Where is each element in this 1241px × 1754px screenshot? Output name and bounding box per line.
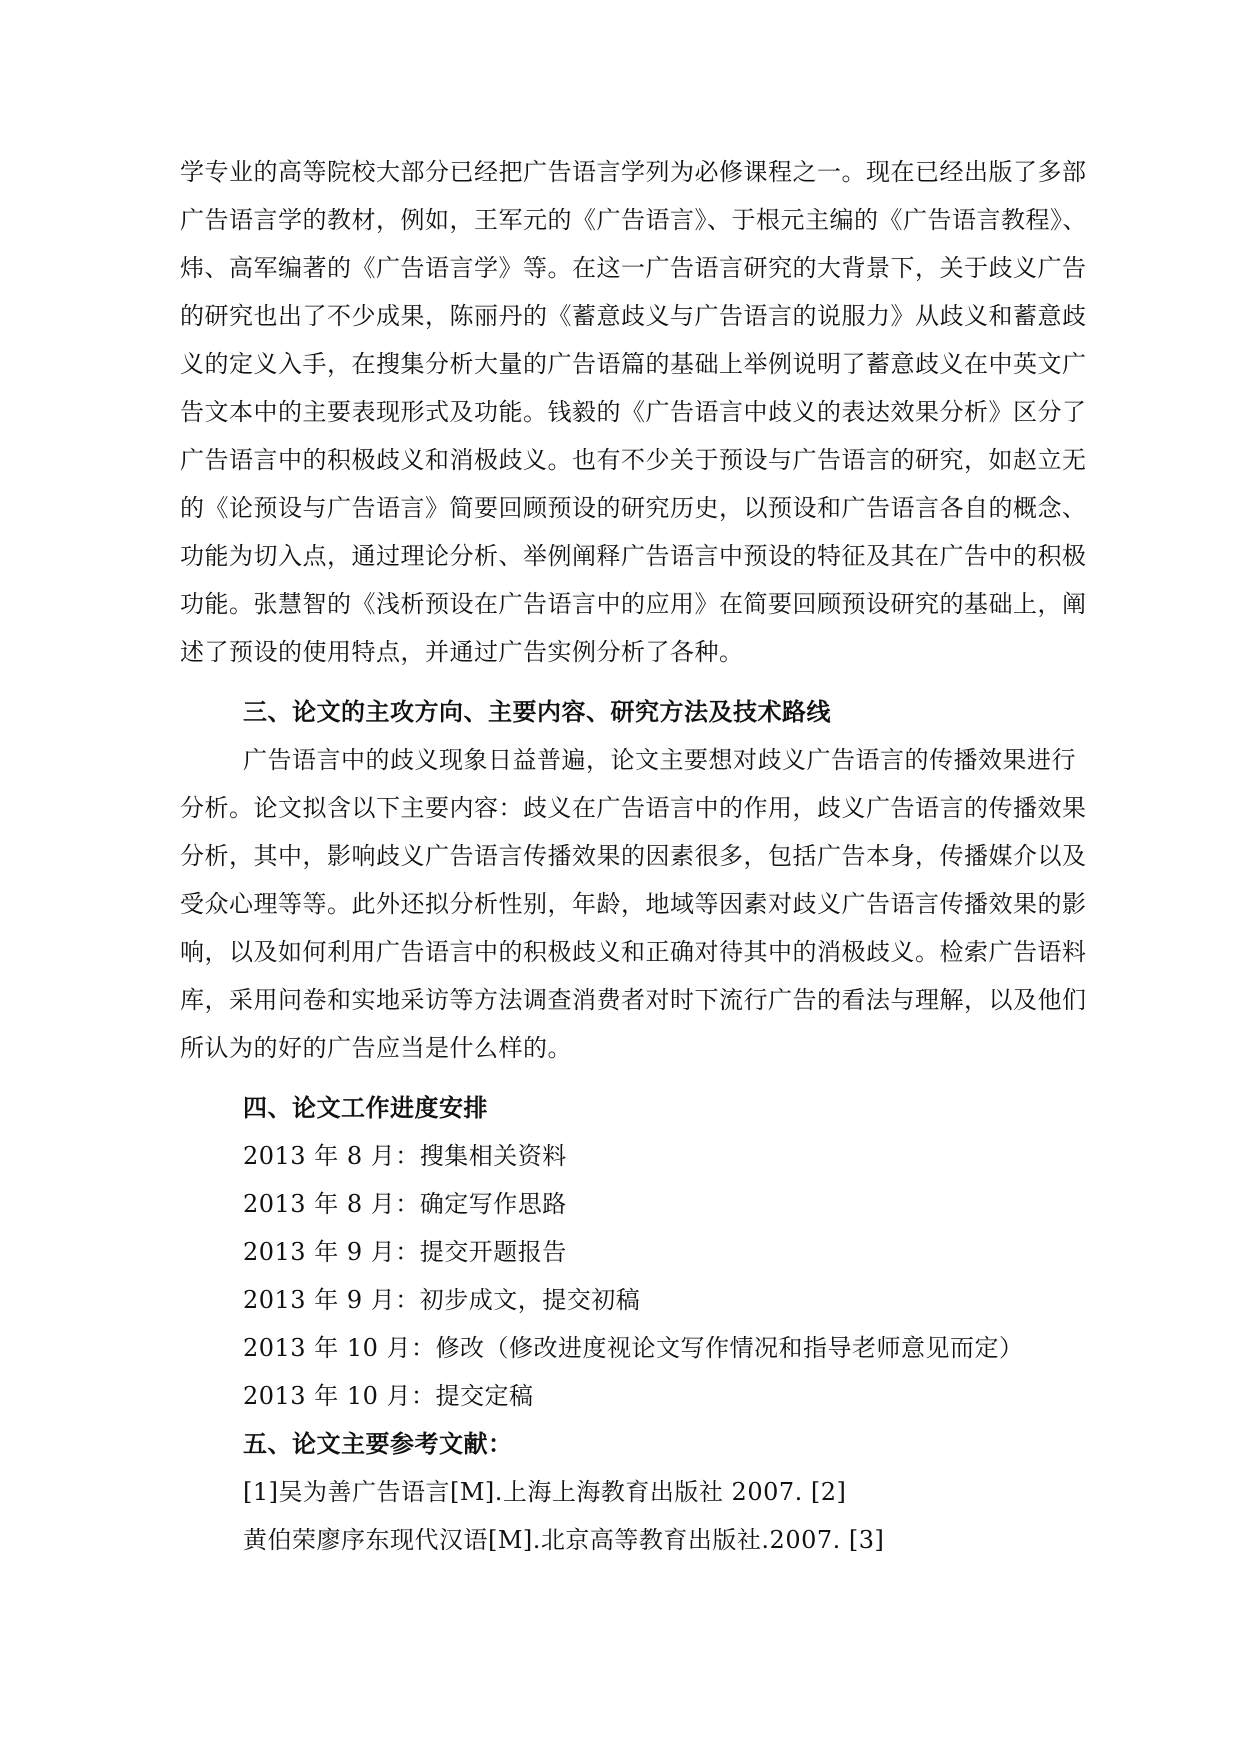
section-heading: 四、论文工作进度安排 — [243, 1093, 488, 1122]
section-heading: 五、论文主要参考文献： — [243, 1429, 513, 1458]
reference-item: 黄伯荣廖序东现代汉语[M].北京高等教育出版社.2007. [3] — [243, 1526, 885, 1554]
schedule-item: 2013 年 9 月：提交开题报告 — [243, 1238, 567, 1266]
paragraph-line: 广告语言中的积极歧义和消极歧义。也有不少关于预设与广告语言的研究，如赵立无 — [180, 446, 1087, 474]
paragraph-line: 广告语言中的歧义现象日益普遍，论文主要想对歧义广告语言的传播效果进行 — [243, 746, 1076, 774]
paragraph-line: 的《论预设与广告语言》简要回顾预设的研究历史，以预设和广告语言各自的概念、 — [180, 494, 1087, 522]
schedule-item: 2013 年 10 月：修改（修改进度视论文写作情况和指导老师意见而定） — [243, 1334, 1024, 1362]
paragraph-line: 炜、高军编著的《广告语言学》等。在这一广告语言研究的大背景下，关于歧义广告 — [180, 254, 1087, 282]
section-heading: 三、论文的主攻方向、主要内容、研究方法及技术路线 — [243, 697, 831, 726]
reference-item: [1]吴为善广告语言[M].上海上海教育出版社 2007. [2] — [243, 1478, 847, 1506]
schedule-item: 2013 年 8 月：搜集相关资料 — [243, 1142, 567, 1170]
schedule-item: 2013 年 9 月：初步成文，提交初稿 — [243, 1286, 641, 1314]
paragraph-line: 响，以及如何利用广告语言中的积极歧义和正确对待其中的消极歧义。检索广告语料 — [180, 938, 1087, 966]
paragraph-line: 所认为的好的广告应当是什么样的。 — [180, 1034, 572, 1062]
paragraph-line: 分析，其中，影响歧义广告语言传播效果的因素很多，包括广告本身，传播媒介以及 — [180, 842, 1087, 870]
paragraph-line: 的研究也出了不少成果，陈丽丹的《蓄意歧义与广告语言的说服力》从歧义和蓄意歧 — [180, 302, 1087, 330]
paragraph-line: 功能。张慧智的《浅析预设在广告语言中的应用》在简要回顾预设研究的基础上，阐 — [180, 590, 1087, 618]
paragraph-line: 告文本中的主要表现形式及功能。钱毅的《广告语言中歧义的表达效果分析》区分了 — [180, 398, 1087, 426]
paragraph-line: 分析。论文拟含以下主要内容：歧义在广告语言中的作用，歧义广告语言的传播效果 — [180, 794, 1087, 822]
schedule-item: 2013 年 8 月：确定写作思路 — [243, 1190, 567, 1218]
schedule-item: 2013 年 10 月：提交定稿 — [243, 1382, 534, 1410]
paragraph-line: 库，采用问卷和实地采访等方法调查消费者对时下流行广告的看法与理解，以及他们 — [180, 986, 1087, 1014]
paragraph-line: 义的定义入手，在搜集分析大量的广告语篇的基础上举例说明了蓄意歧义在中英文广 — [180, 350, 1087, 378]
paragraph-line: 广告语言学的教材，例如，王军元的《广告语言》、于根元主编的《广告语言教程》、 — [180, 206, 1087, 234]
paragraph-line: 述了预设的使用特点，并通过广告实例分析了各种。 — [180, 638, 744, 666]
paragraph-line: 学专业的高等院校大部分已经把广告语言学列为必修课程之一。现在已经出版了多部 — [180, 158, 1087, 186]
paragraph-line: 功能为切入点，通过理论分析、举例阐释广告语言中预设的特征及其在广告中的积极 — [180, 542, 1087, 570]
paragraph-line: 受众心理等等。此外还拟分析性别，年龄，地域等因素对歧义广告语言传播效果的影 — [180, 890, 1087, 918]
